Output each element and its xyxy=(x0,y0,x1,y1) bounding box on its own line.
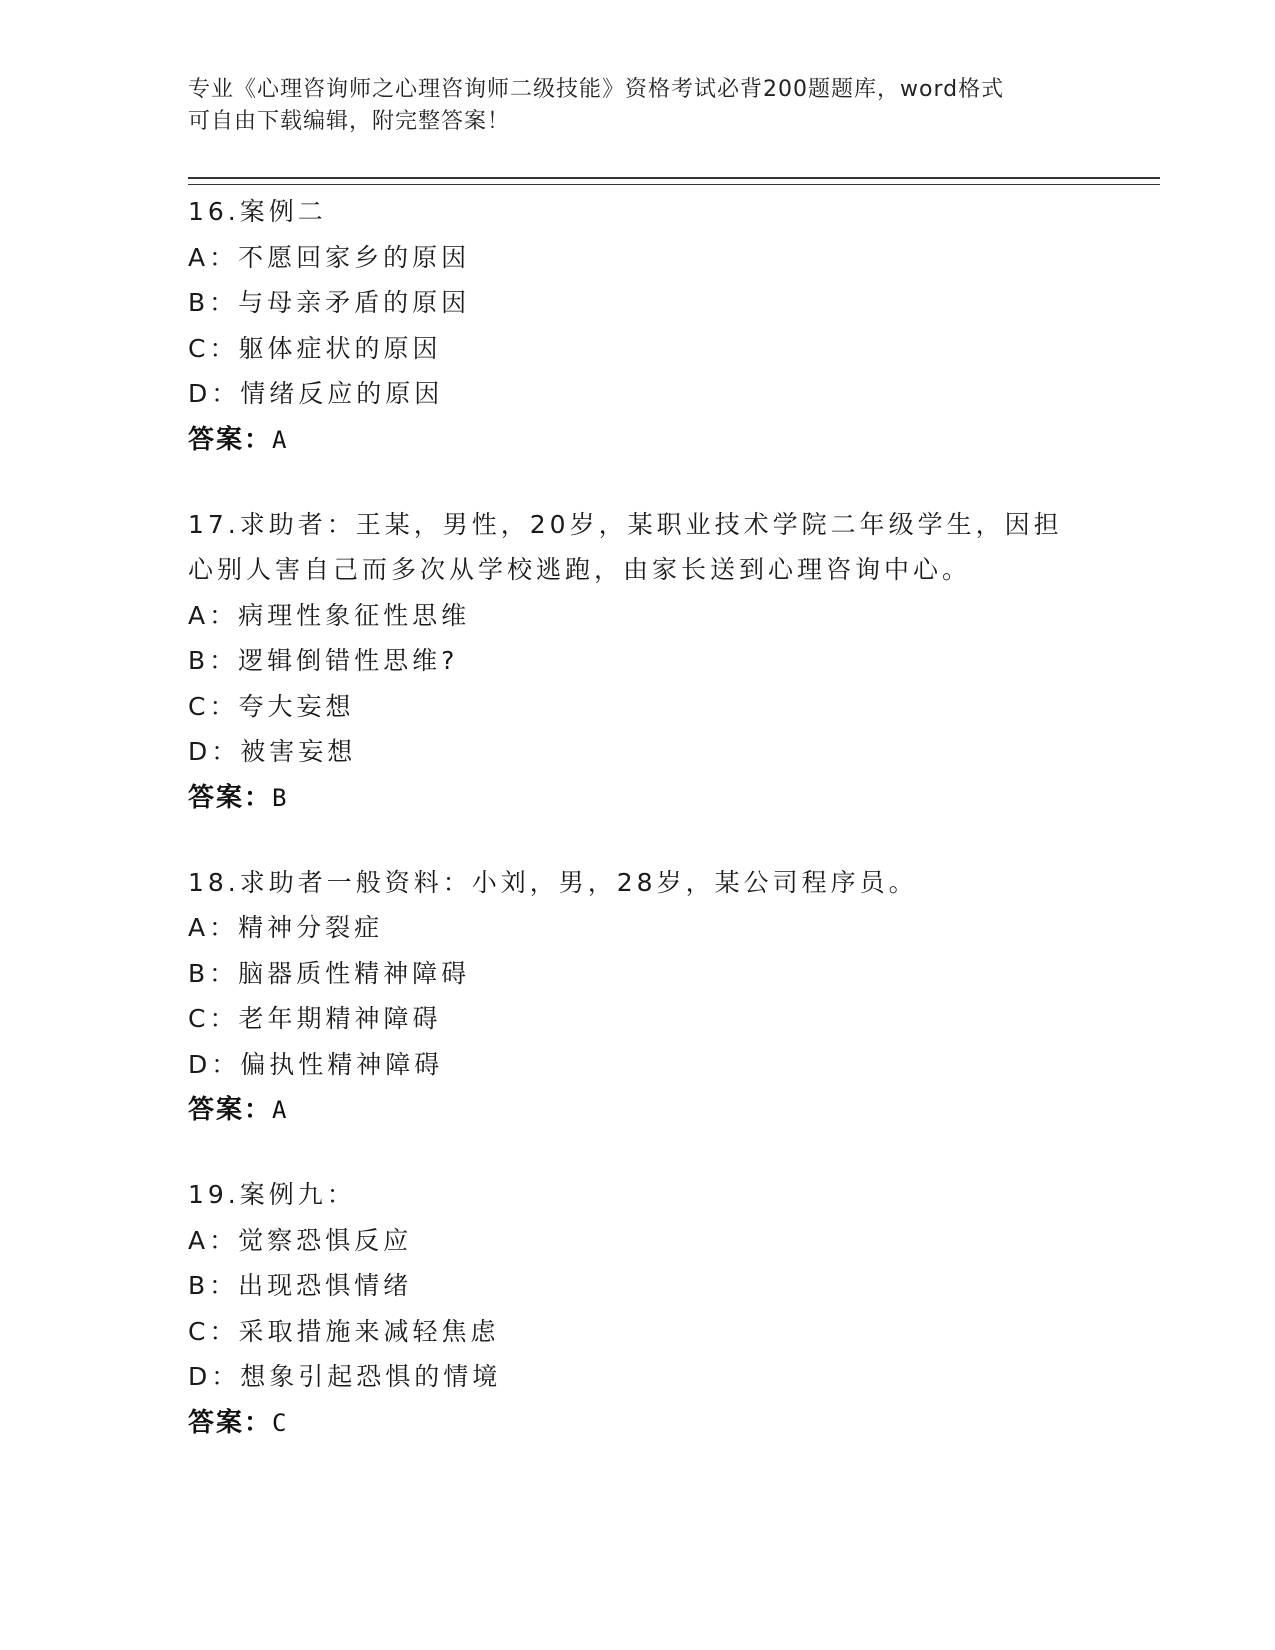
option-b: B：脑器质性精神障碍 xyxy=(188,958,471,988)
answer-label: 答案： xyxy=(188,782,273,813)
option-a: A：不愿回家乡的原因 xyxy=(188,242,471,272)
header-divider xyxy=(188,177,1160,185)
answer-value: C xyxy=(272,1408,289,1437)
option-a: A：病理性象征性思维 xyxy=(188,600,471,630)
option-c: C：老年期精神障碍 xyxy=(188,1004,442,1033)
question-list xyxy=(188,189,1088,1485)
header-line-1: 专业《心理咨询师之心理咨询师二级技能》资格考试必背200题题库，word格式 xyxy=(188,77,1005,102)
option-b: B：出现恐惧情绪 xyxy=(188,1271,413,1300)
option-d: D：情绪反应的原因 xyxy=(188,379,444,408)
option-a: A：觉察恐惧反应 xyxy=(188,1225,413,1255)
question-stem: 19.案例九： xyxy=(188,1180,356,1209)
option-b: B：与母亲矛盾的原因 xyxy=(188,288,471,317)
question-stem: 16.案例二 xyxy=(188,197,327,226)
question-stem: 17.求助者：王某，男性，20岁，某职业技术学院二年级学生，因担心别人害自己而多次从学校逃跑，由家长送到心理咨询中心。 xyxy=(188,509,1063,584)
answer-label: 答案： xyxy=(188,1407,273,1438)
question-18 xyxy=(188,860,1088,1134)
option-a: A：精神分裂症 xyxy=(188,913,384,942)
option-c: C：躯体症状的原因 xyxy=(188,333,442,363)
question-stem: 18.求助者一般资料：小刘，男，28岁，某公司程序员。 xyxy=(188,867,918,897)
answer-line xyxy=(188,1087,1088,1133)
answer-line xyxy=(188,1400,1088,1446)
question-19 xyxy=(188,1172,1088,1446)
document-header xyxy=(188,74,1088,138)
option-d: D：被害妄想 xyxy=(188,737,357,766)
answer-label: 答案： xyxy=(188,424,273,455)
header-line-2: 可自由下载编辑，附完整答案！ xyxy=(188,109,511,134)
option-c: C：夸大妄想 xyxy=(188,691,355,721)
answer-line xyxy=(188,775,1088,821)
question-17 xyxy=(188,502,1088,821)
option-d: D：偏执性精神障碍 xyxy=(188,1049,444,1079)
answer-value: B xyxy=(272,783,289,812)
answer-label: 答案： xyxy=(188,1095,273,1125)
option-d: D：想象引起恐惧的情境 xyxy=(188,1362,502,1391)
answer-value: A xyxy=(272,1096,289,1124)
option-c: C：采取措施来减轻焦虑 xyxy=(188,1316,500,1346)
question-16 xyxy=(188,189,1088,463)
option-b: B：逻辑倒错性思维? xyxy=(188,646,459,675)
answer-line xyxy=(188,417,1088,463)
answer-value: A xyxy=(272,425,289,454)
